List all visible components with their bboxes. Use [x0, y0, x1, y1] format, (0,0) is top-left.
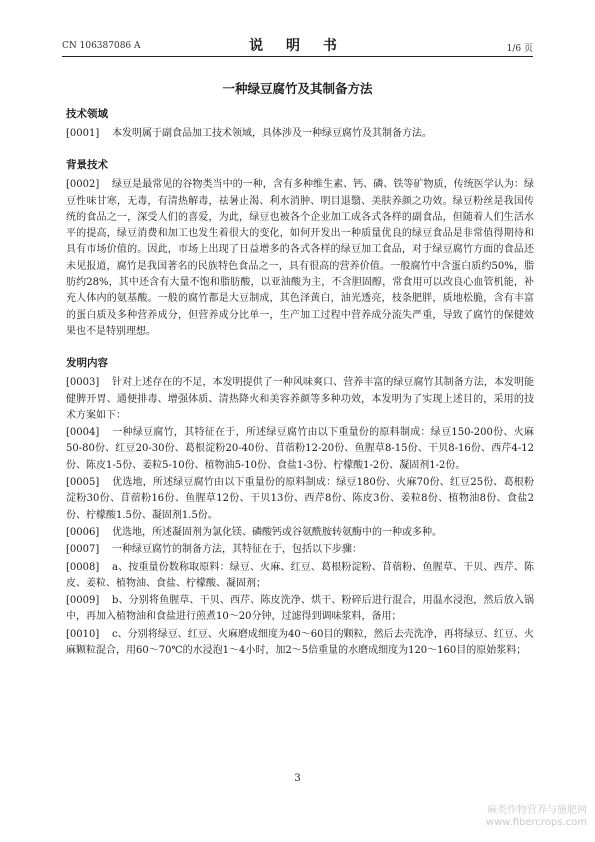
watermark-site-name: 麻类作物营养与施肥网 [487, 805, 587, 816]
section-heading-background: 背景技术 [66, 159, 108, 172]
paragraph-number: [0008] [66, 561, 100, 573]
paragraph-number: [0009] [66, 595, 100, 607]
patent-number: CN 106387086 A [62, 41, 141, 51]
paragraph-number: [0003] [66, 377, 100, 389]
paragraph-number: [0007] [66, 544, 100, 556]
paragraph [66, 425, 534, 474]
paragraph [66, 542, 534, 558]
watermark-url: www.fibercrops.com [485, 817, 587, 828]
paragraph-number: [0005] [66, 477, 100, 489]
paragraph [66, 525, 534, 541]
paragraph-text: a、按重量份数称取原料：绿豆、火麻、红豆、葛根粉淀粉、苜蓿粉、鱼腥草、干贝、西芹、陈皮、姜粒、植物油、食盐、柠檬酸、凝固剂； [66, 561, 534, 589]
header-divider [62, 56, 533, 57]
paragraph [66, 126, 534, 142]
paragraph-text: b、分别将鱼腥草、干贝、西芹、陈皮洗净、烘干、粉碎后进行混合，用温水浸泡，然后放入锅中，再加入植物油和食盐进行煎煮10～20分钟，过滤得到调味浆料，备用； [66, 595, 534, 623]
paragraph-number: [0001] [66, 128, 100, 139]
paragraph-text: c、分别将绿豆、红豆、火麻磨成细度为40～60目的颗粒，然后去壳洗净，再将绿豆、红豆、火麻颗粒混合，用60～70℃的水浸泡1～4小时，加2～5倍重量的水磨成细度为120～160目的原始浆料； [66, 628, 534, 657]
document-body [66, 107, 534, 660]
paragraph-number: [0010] [66, 628, 100, 640]
paragraph-text: 本发明属于副食品加工技术领域，具体涉及一种绿豆腐竹及其制备方法。 [112, 128, 432, 139]
paragraph [66, 475, 534, 524]
paragraph [66, 560, 534, 593]
paragraph [66, 375, 534, 424]
paragraph-text: 一种绿豆腐竹的制备方法，其特征在于，包括以下步骤： [112, 544, 362, 556]
watermark [486, 805, 587, 829]
paragraph [66, 627, 534, 660]
paragraph-number: [0002] [66, 179, 100, 191]
page-ratio: 1/6 页 [506, 44, 533, 54]
section-heading-tech-field: 技术领域 [66, 108, 108, 120]
paragraph-text: 优选地，所述绿豆腐竹由以下重量份的原料制成：绿豆180份、火麻70份、红豆25份、葛根粉淀粉30份、苜蓿粉16份、鱼腥草12份、干贝13份、西芹8份、陈皮3份、姜粒8份、植物油8份、食盐2份、柠檬酸1.5份、凝固剂1.5份。 [66, 477, 534, 521]
document-type: 说 明 书 [249, 38, 346, 54]
paragraph [66, 177, 534, 340]
paragraph [66, 593, 534, 626]
paragraph-text: 一种绿豆腐竹，其特征在于，所述绿豆腐竹由以下重量份的原料制成：绿豆150-200份、火麻50-80份、红豆20-30份、葛根淀粉20-40份、苜蓿粉12-20份、鱼腥草8-15份、干贝8-16份、西芹4-12份、陈皮1-5份、姜粒5-10份、植物油5-10份、食盐1-3份、柠檬酸1-2份、凝固剂1-2份。 [66, 427, 534, 471]
paragraph-text: 绿豆是最常见的谷物类当中的一种，含有多种维生素、钙、磷、铁等矿物质，传统医学认为：绿豆性味甘寒，无毒，有清热解毒，祛暑止渴、利水消肿、明目退翳、美肤养颜之功效。绿豆粉丝是我国传统的食品之一，深受人们的喜爱，为此，绿豆也被各个企业加工成各式各样的副食品，但随着人们生活水平的提高，绿豆消费和加工也发生着很大的变化，如何开发出一种质量优良的绿豆食品是非常值得期待和具有市场价值的。因此，市场上出现了日益增多的各式各样的绿豆加工食品，对于绿豆腐竹方面的食品还未见报道，腐竹是我国著名的民族特色食品之一，具有很高的营养价值。一般腐竹中含蛋白质约50%，脂肪约28%，其中还含有大量不饱和脂肪酸，以亚油酸为主，不含胆固醇，常食用可以改良心血管机能，补充人体内的氨基酸。一般的腐竹都是大豆制成，其色泽黄白，油光透亮，枝条肥胖，质地松脆，含有丰富的蛋白质及多种营养成分，但营养成分比单一，生产加工过程中营养成分流失严重，导致了腐竹的保健效果也不是特别理想。 [66, 179, 534, 337]
paragraph-number: [0006] [66, 526, 100, 538]
paragraph-number: [0004] [66, 427, 100, 439]
paragraph-text: 优选地，所述凝固剂为氯化镁、磷酸钙或谷氨酰胺转氨酶中的一种或多种。 [112, 526, 442, 538]
section-heading-summary: 发明内容 [66, 357, 108, 370]
document-title: 一种绿豆腐竹及其制备方法 [222, 81, 373, 96]
page-number: 3 [294, 773, 301, 784]
paragraph-text: 针对上述存在的不足，本发明提供了一种风味爽口、营养丰富的绿豆腐竹其制备方法，本发明能健脾开胃、通便排毒、增强体质、清热降火和美容养颜等多种功效，本发明为了实现上述目的，采用的技术方案如下： [66, 377, 534, 421]
